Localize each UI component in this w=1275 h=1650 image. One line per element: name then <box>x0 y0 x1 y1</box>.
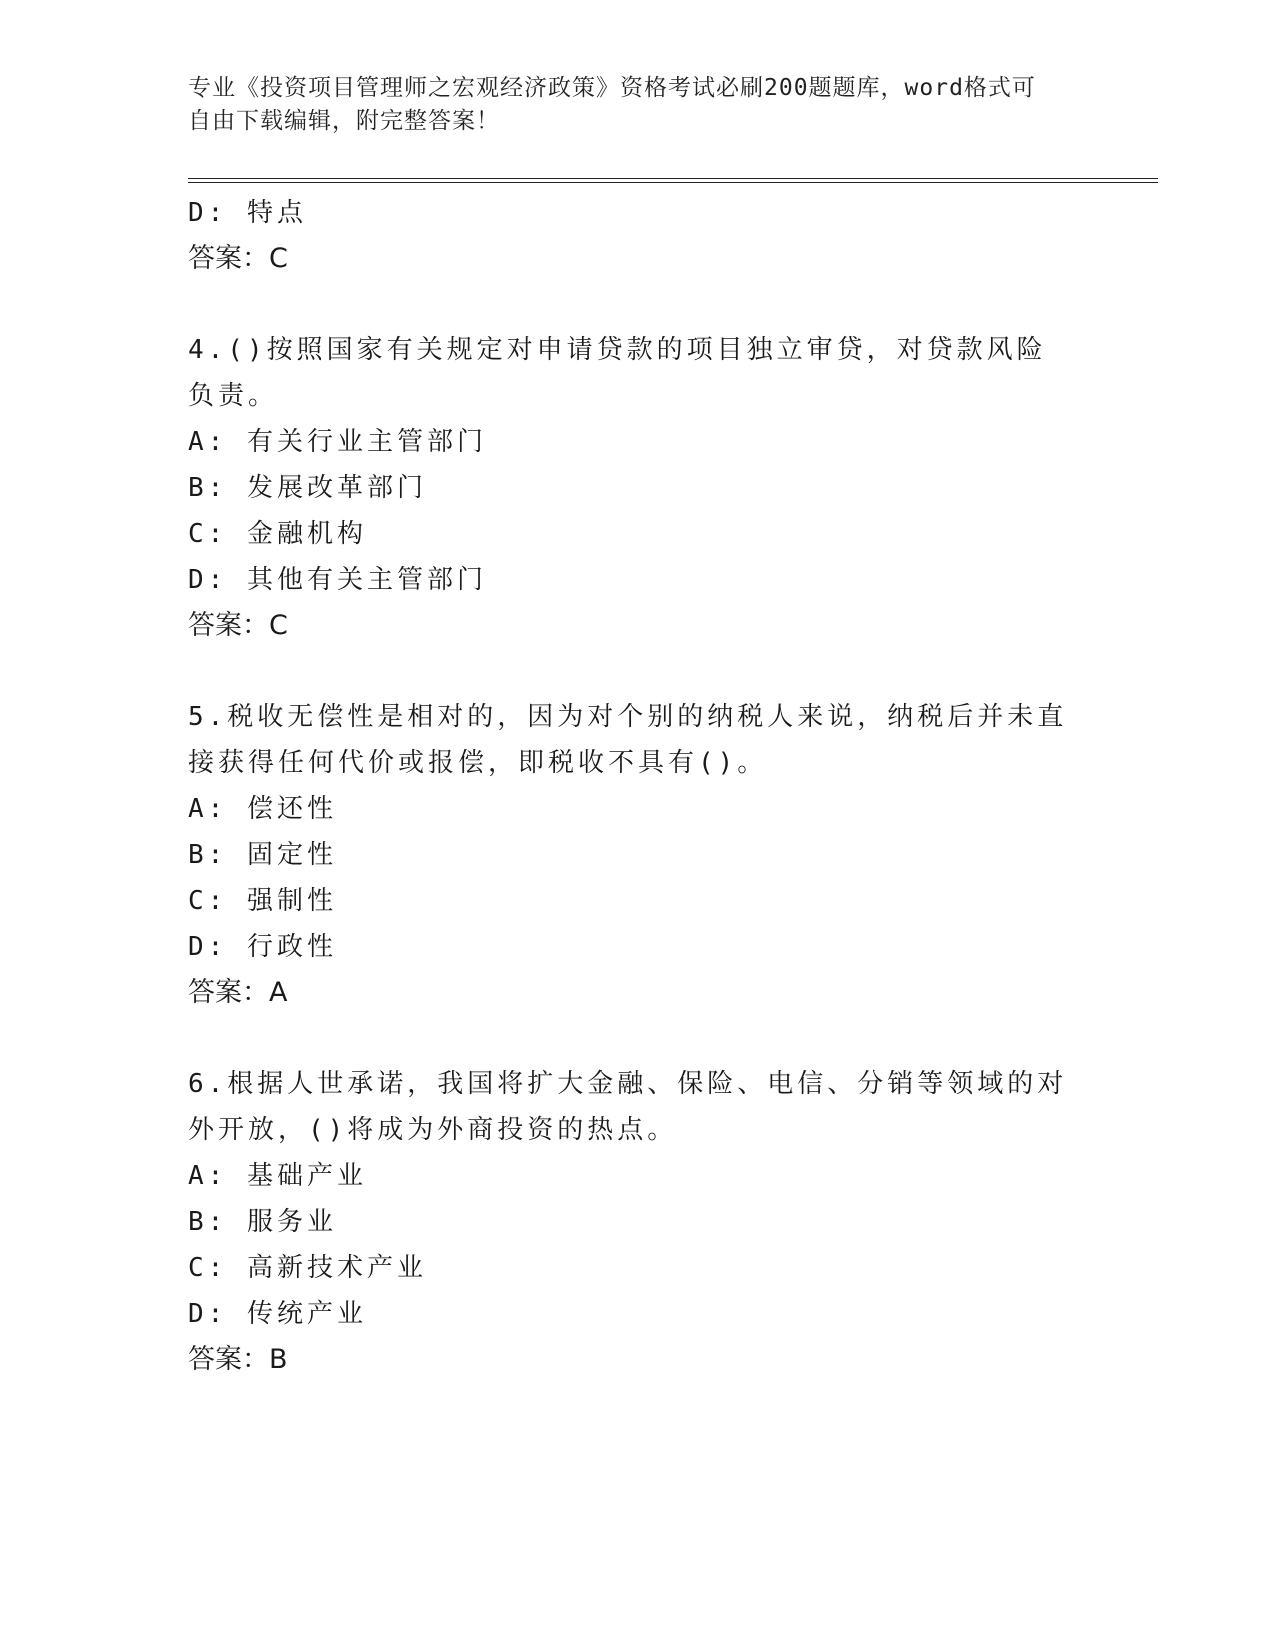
question-stem: 6.根据人世承诺，我国将扩大金融、保险、电信、分销等领域的对外开放，()将成为外商投资的热点。 <box>188 1069 1068 1145</box>
option-d: D: 其他有关主管部门 <box>188 565 487 595</box>
option-d: D: 行政性 <box>188 932 337 962</box>
option-a: A: 基础产业 <box>188 1161 367 1191</box>
question-4 <box>188 327 1068 649</box>
header-rule-top <box>188 178 1158 179</box>
question-6 <box>188 1061 1068 1383</box>
option-d: D: 特点 <box>188 198 307 228</box>
question-list <box>188 190 1068 1383</box>
question-5 <box>188 694 1068 1016</box>
question-3-tail <box>188 190 1068 282</box>
option-b: B: 固定性 <box>188 840 337 870</box>
header-line-1: 专业《投资项目管理师之宏观经济政策》资格考试必刷200题题库，word格式可 <box>188 75 1036 101</box>
option-b: B: 发展改革部门 <box>188 473 427 503</box>
option-a: A: 偿还性 <box>188 794 337 824</box>
option-c: C: 强制性 <box>188 886 337 916</box>
option-c: C: 金融机构 <box>188 519 367 549</box>
answer: 答案：C <box>188 243 288 274</box>
document-header <box>188 72 1068 138</box>
option-d: D: 传统产业 <box>188 1299 367 1329</box>
option-b: B: 服务业 <box>188 1207 337 1237</box>
question-stem: 5.税收无偿性是相对的，因为对个别的纳税人来说，纳税后并未直接获得任何代价或报偿，即税收不具有()。 <box>188 702 1068 778</box>
option-c: C: 高新技术产业 <box>188 1253 427 1283</box>
header-line-2: 自由下载编辑，附完整答案！ <box>188 108 500 134</box>
header-rule-bottom <box>188 182 1158 183</box>
answer: 答案：A <box>188 977 288 1008</box>
answer: 答案：B <box>188 1344 288 1375</box>
answer: 答案：C <box>188 610 288 641</box>
option-a: A: 有关行业主管部门 <box>188 427 487 457</box>
question-stem: 4.()按照国家有关规定对申请贷款的项目独立审贷，对贷款风险负责。 <box>188 335 1047 411</box>
